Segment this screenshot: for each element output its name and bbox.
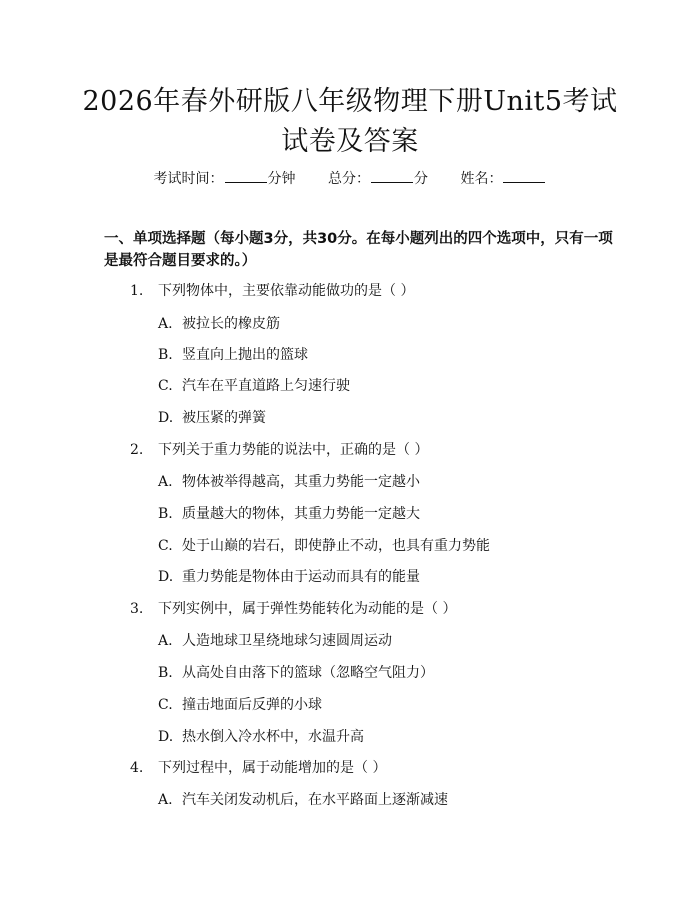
option-text: 竖直向上抛出的篮球: [182, 347, 308, 363]
option-letter: B.: [158, 347, 173, 363]
total-score-field: [328, 168, 428, 189]
q1-option-b: [158, 345, 308, 365]
option-text: 重力势能是物体由于运动而具有的能量: [182, 569, 420, 585]
question-2: [130, 440, 428, 460]
option-text: 汽车关闭发动机后，在水平路面上逐渐减速: [182, 792, 448, 808]
q3-option-a: [158, 631, 392, 651]
exam-time-field: [154, 168, 296, 189]
section-heading: 一、单项选择题（每小题3分，共30分。在每小题列出的四个选项中，只有一项是最符合题目要求的。）: [104, 231, 613, 269]
option-letter: A.: [158, 474, 173, 490]
option-letter: B.: [158, 665, 173, 681]
option-text: 从高处自由落下的篮球（忽略空气阻力）: [182, 665, 434, 681]
exam-time-unit: 分钟: [267, 171, 296, 187]
name-field: [460, 168, 546, 189]
exam-meta: [0, 168, 700, 189]
q2-option-b: [158, 504, 420, 524]
question-number: 4.: [130, 760, 144, 776]
option-letter: B.: [158, 506, 173, 522]
option-text: 处于山巅的岩石，即使静止不动，也具有重力势能: [182, 538, 490, 554]
question-3: [130, 599, 456, 619]
exam-time-label: 考试时间：: [153, 171, 224, 187]
total-score-label: 总分：: [328, 171, 370, 187]
total-score-unit: 分: [414, 171, 428, 187]
question-number: 1.: [130, 283, 144, 299]
exam-time-blank: [225, 168, 267, 183]
option-letter: A.: [158, 792, 173, 808]
option-letter: A.: [158, 633, 173, 649]
option-text: 热水倒入冷水杯中，水温升高: [182, 729, 364, 745]
question-text: 下列物体中，主要依靠动能做功的是（ ）: [158, 283, 415, 299]
q1-option-a: [158, 314, 280, 334]
option-text: 被拉长的橡皮筋: [182, 316, 280, 332]
option-text: 物体被举得越高，其重力势能一定越小: [182, 474, 420, 490]
option-letter: D.: [158, 729, 174, 745]
question-4: [130, 758, 386, 778]
option-text: 汽车在平直道路上匀速行驶: [182, 378, 350, 394]
question-text: 下列关于重力势能的说法中，正确的是（ ）: [158, 442, 429, 458]
name-blank: [503, 168, 545, 183]
option-letter: C.: [158, 538, 173, 554]
q1-option-d: [158, 408, 266, 428]
question-number: 3.: [130, 601, 144, 617]
question-text: 下列过程中，属于动能增加的是（ ）: [158, 760, 387, 776]
option-text: 被压紧的弹簧: [182, 410, 266, 426]
q3-option-c: [158, 695, 322, 715]
total-score-blank: [371, 168, 413, 183]
question-text: 下列实例中，属于弹性势能转化为动能的是（ ）: [158, 601, 457, 617]
name-label: 姓名：: [460, 171, 503, 187]
q3-option-b: [158, 663, 434, 683]
option-text: 人造地球卫星绕地球匀速圆周运动: [182, 633, 392, 649]
q1-option-c: [158, 376, 350, 396]
option-letter: D.: [158, 410, 174, 426]
q4-option-a: [158, 790, 448, 810]
page-title: 2026年春外研版八年级物理下册Unit5考试试卷及答案: [82, 86, 618, 157]
option-letter: C.: [158, 697, 173, 713]
q3-option-d: [158, 727, 364, 747]
q2-option-a: [158, 472, 420, 492]
option-letter: C.: [158, 378, 173, 394]
option-text: 质量越大的物体，其重力势能一定越大: [182, 506, 420, 522]
option-letter: D.: [158, 569, 174, 585]
option-text: 撞击地面后反弹的小球: [182, 697, 322, 713]
q2-option-c: [158, 536, 490, 556]
question-number: 2.: [130, 442, 144, 458]
question-1: [130, 281, 414, 301]
option-letter: A.: [158, 316, 173, 332]
q2-option-d: [158, 567, 420, 587]
